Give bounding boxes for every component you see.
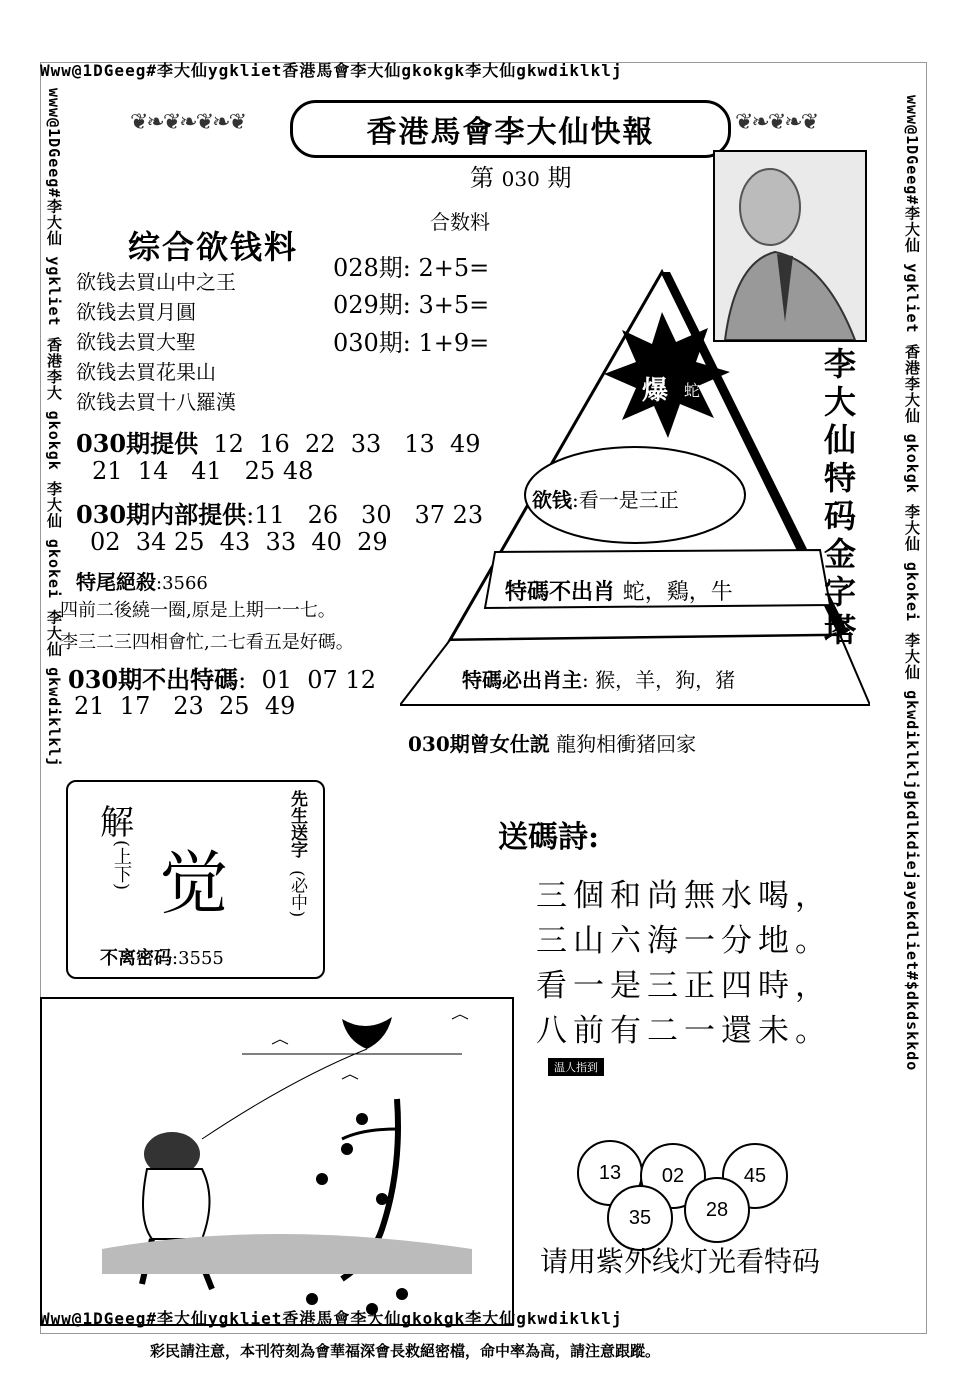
mima-label: 不离密码 — [100, 948, 172, 969]
pyramid-tier1-label: 欲钱 — [532, 488, 572, 512]
tail-kill — [76, 566, 208, 595]
poem-line: 三個和尚無水喝， — [536, 878, 832, 914]
internal-numbers: :11 26 30 37 23 — [246, 501, 484, 529]
riddle-line: 欲钱去買大聖 — [76, 330, 196, 354]
verse-line: 四前二後繞一圈,原是上期一一七。 — [60, 600, 336, 621]
no-special-line1 — [68, 660, 376, 695]
zeng-line — [408, 728, 696, 757]
number-ball: 02 — [640, 1143, 706, 1209]
provide-line1 — [76, 424, 481, 459]
issue-value: 030 — [501, 167, 540, 191]
zeng-text: 龍狗相衝猪回家 — [556, 732, 697, 756]
number-ball: 35 — [607, 1185, 673, 1251]
uv-light-note: 请用紫外线灯光看特码 — [540, 1245, 821, 1278]
number-ball: 45 — [722, 1143, 788, 1209]
riddle-line: 欲钱去買花果山 — [76, 360, 216, 384]
pyramid-tier3-label: 特碼必出肖主 — [462, 668, 582, 692]
internal-label: 030期内部提供 — [76, 500, 247, 529]
pyramid-tier2 — [505, 575, 733, 606]
riddle-line: 欲钱去買十八羅漢 — [76, 390, 236, 414]
poem-line: 三山六海一分地。 — [536, 923, 832, 959]
issue-suffix: 期 — [547, 164, 572, 192]
pyramid-tier3 — [462, 664, 735, 693]
heshu-row: 028期: 2+5= — [333, 254, 490, 282]
right-flourish: ❦❧❦❧❦ — [735, 110, 818, 135]
issue-number — [470, 158, 571, 193]
zeng-label: 030期曾女仕説 — [408, 732, 550, 756]
pyramid-tier2-text: 蛇，鷄，牛 — [622, 580, 733, 605]
mima-value: :3555 — [172, 948, 224, 969]
pyramid-tier3-text: : 猴，羊，狗，猪 — [582, 668, 736, 692]
tail-kill-value: :3566 — [156, 573, 208, 594]
illustration-frame — [40, 997, 514, 1326]
burst-sub-text: 蛇 — [684, 381, 701, 400]
jie-side: 先生送字 — [287, 790, 307, 858]
heshu-title: 合数料 — [430, 210, 490, 234]
riddle-line: 欲钱去買山中之王 — [76, 270, 236, 294]
no-special-line2: 21 17 23 25 49 — [74, 692, 296, 720]
top-watermark-banner: Www@1DGeeg#李大仙ygkliet香港馬會李大仙gkokgk李大仙gkwdiklklj — [40, 61, 623, 80]
heshu-row: 029期: 3+5= — [333, 291, 490, 319]
page-title: 香港馬會李大仙快報 — [290, 100, 731, 158]
right-watermark-banner: www@1DGeeg#李大仙 ygkliet 香港李大仙 gkokgk 李大仙 gkokei 李大仙 gkwdiklkljgkdlkdiejayekdliet#$dkdskkdo — [903, 95, 921, 1072]
left-flourish: ❦❧❦❧❦❧❦ — [130, 110, 246, 135]
riddle-line: 欲钱去買月圓 — [76, 300, 196, 324]
pyramid-tier1 — [532, 484, 679, 513]
internal-line1 — [76, 495, 483, 530]
footer-note: 彩民請注意，本刊符刻為會華福深會長救絕密檔，命中率為高，請注意跟蹤。 — [150, 1342, 661, 1360]
provide-line2: 21 14 41 25 48 — [92, 457, 314, 485]
pyramid-title: 李大仙特码金字塔 — [823, 345, 856, 649]
left-watermark-banner: www@1DGeeg#李大仙 ygkliet 香港李大 gkokgk 李大仙 gkokei 李大仙 gkwdiklklj — [45, 88, 63, 768]
issue-prefix: 第 — [470, 164, 494, 192]
tail-kill-label: 特尾絕殺 — [76, 570, 156, 594]
provide-label: 030期提供 — [76, 429, 199, 458]
heshu-row: 030期: 1+9= — [333, 329, 490, 357]
number-ball: 13 — [577, 1140, 643, 1206]
no-special-numbers: : 01 07 12 — [238, 666, 376, 694]
jie-side-sub: (必中) — [287, 870, 307, 918]
poem-line: 八前有二一還未。 — [536, 1013, 832, 1049]
bottom-watermark-banner: Www@1DGeeg#李大仙ygkliet香港馬會李大仙gkokgk李大仙gkwdiklklj — [40, 1309, 623, 1328]
mima — [100, 944, 224, 970]
seal-stamp: 温人指到 — [548, 1058, 604, 1076]
jie-answer: 觉 — [160, 845, 229, 924]
riddle-section-title: 综合欲钱料 — [128, 228, 299, 266]
pyramid-tier1-text: :看一是三正 — [572, 488, 679, 512]
jie-sub: (上下) — [111, 840, 132, 891]
burst-main-text: 爆 — [642, 376, 669, 406]
provide-numbers: 12 16 22 33 13 49 — [213, 430, 481, 458]
verse-line: 李三二三四相會忙,二七看五是好碼。 — [60, 632, 354, 653]
kite-flyer-illustration-icon — [42, 999, 512, 1324]
internal-line2: 02 34 25 43 33 40 29 — [90, 528, 388, 556]
poem-title: 送碼詩: — [498, 820, 600, 855]
poem-line: 看一是三正四時， — [536, 968, 832, 1004]
jie-char: 解 — [100, 803, 134, 843]
pyramid-tier2-label: 特碼不出肖 — [505, 579, 616, 605]
number-ball: 28 — [684, 1177, 750, 1243]
no-special-label: 030期不出特碼 — [68, 665, 239, 694]
